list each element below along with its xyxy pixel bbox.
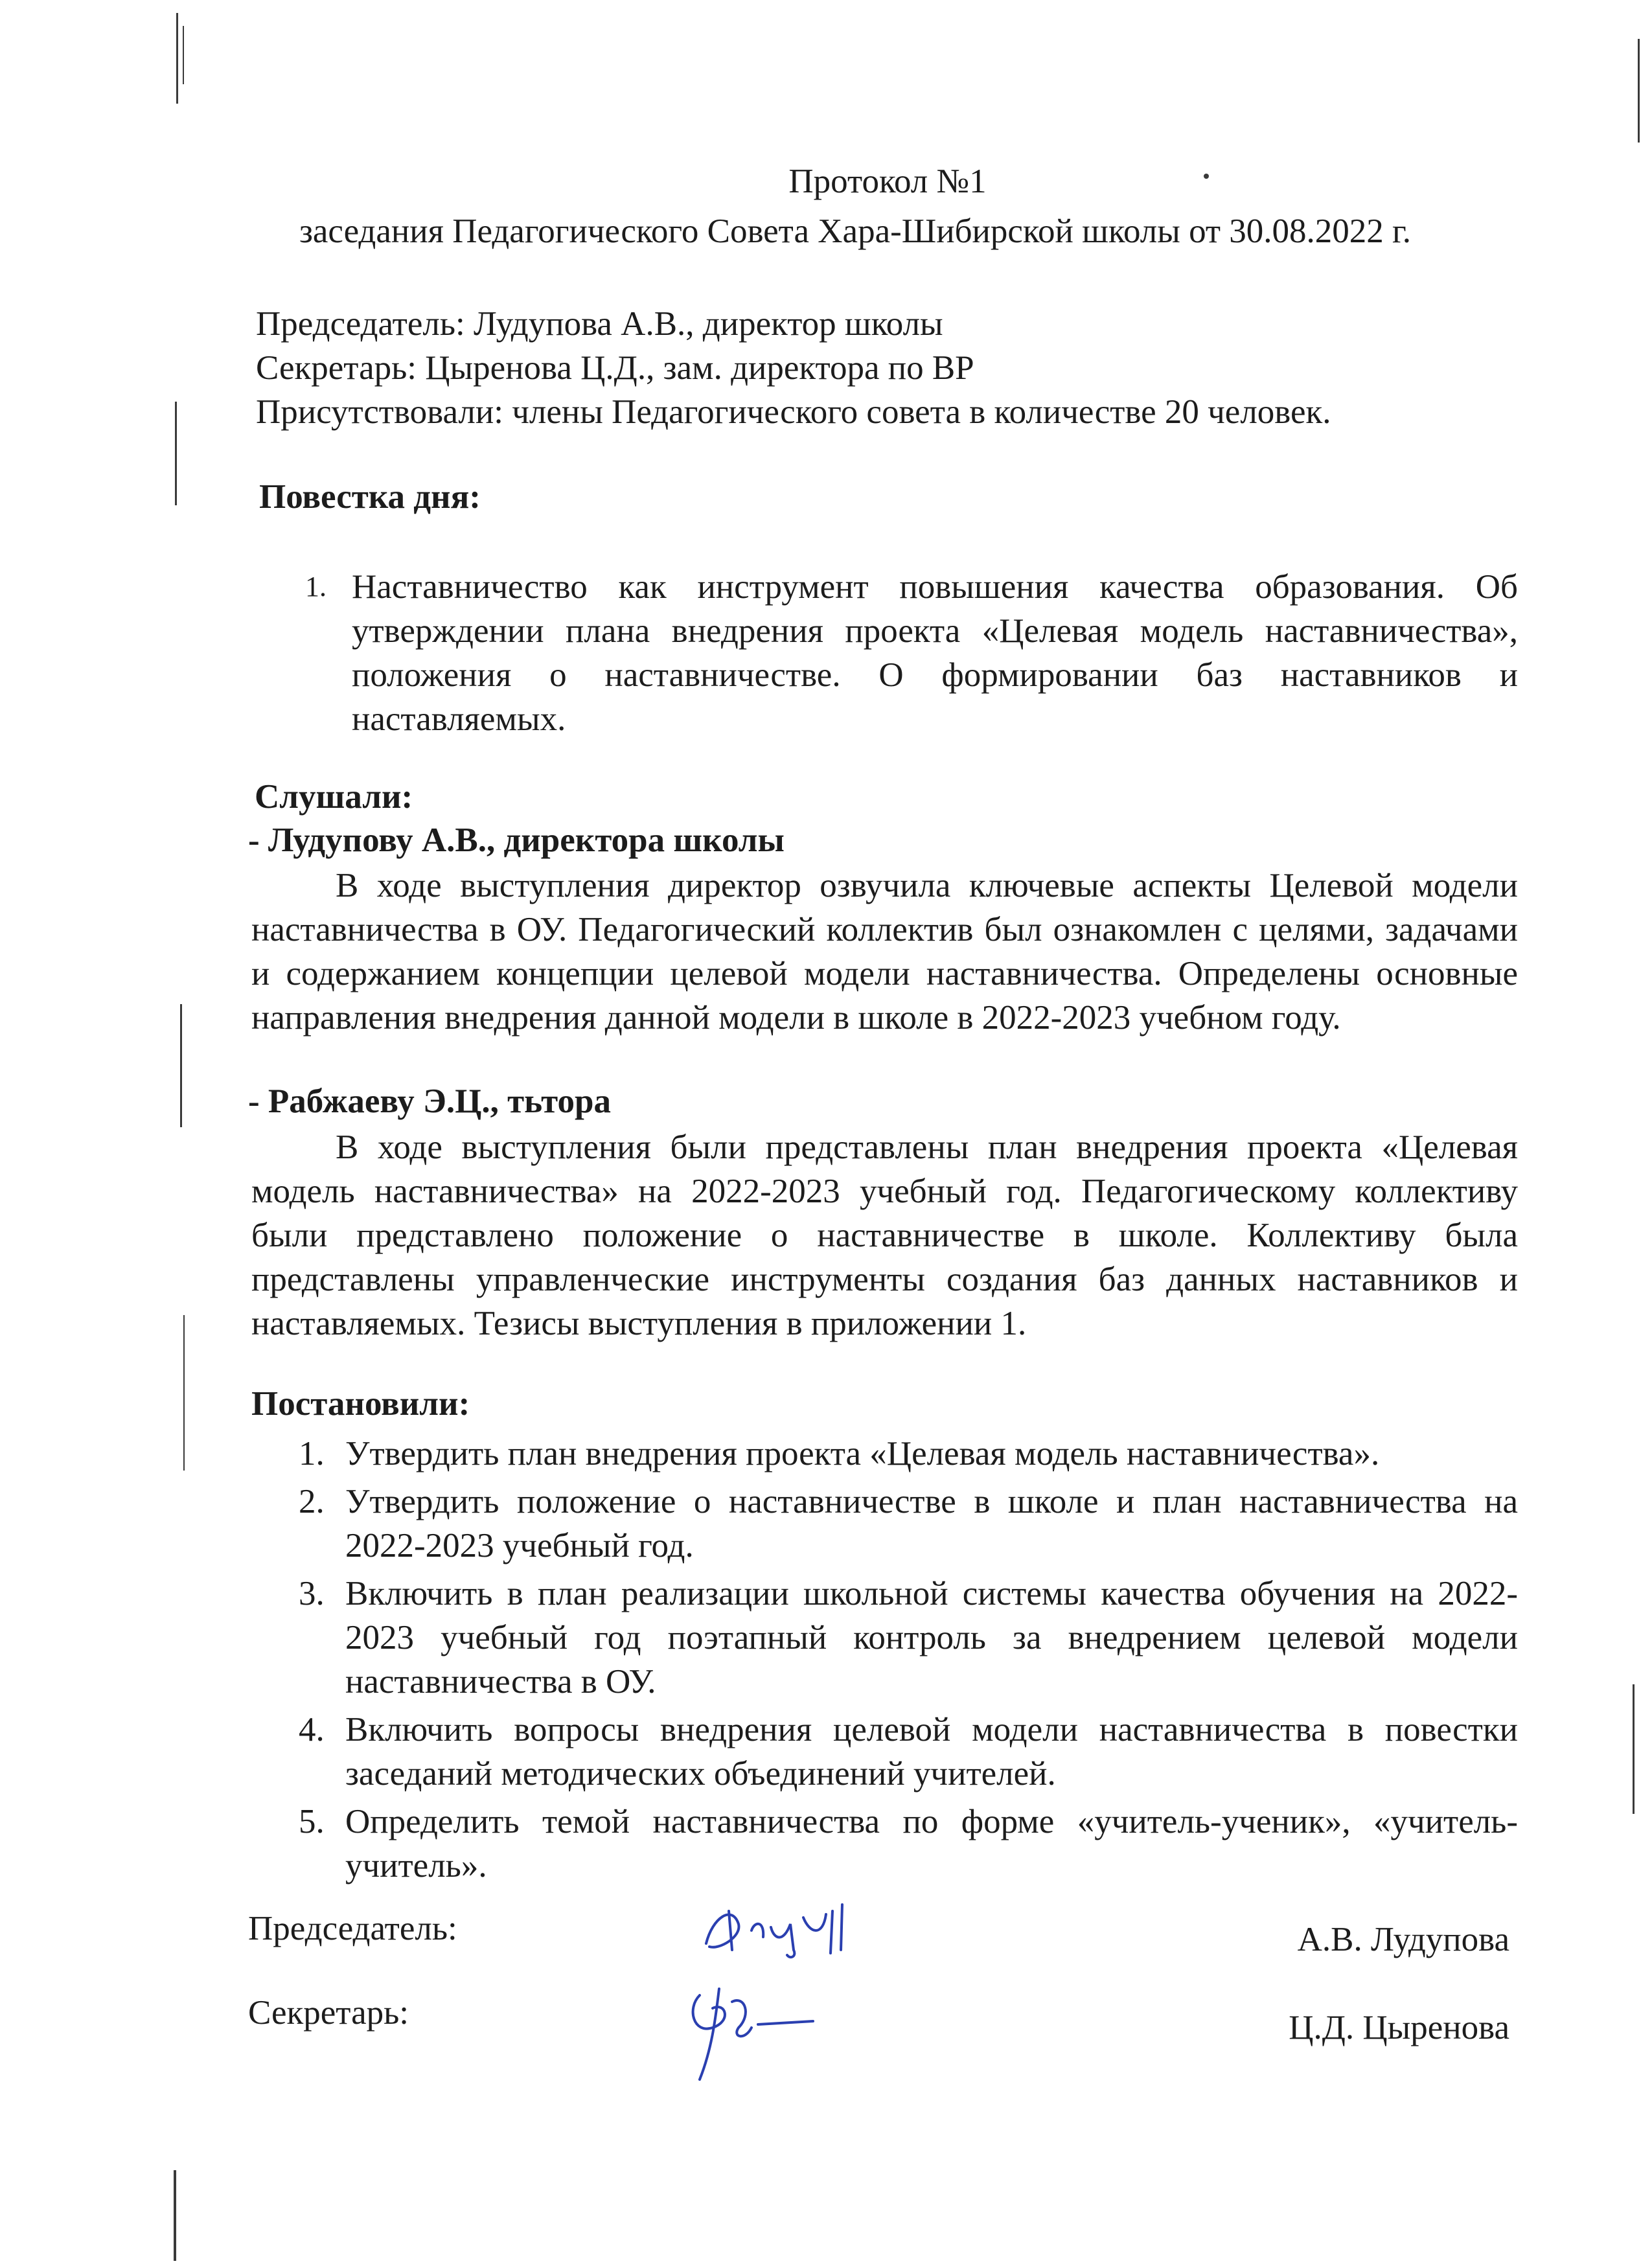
chair-signature-role: Председатель: <box>248 1910 457 1947</box>
speech-2 <box>251 1125 1518 1346</box>
agenda-item-text: Наставничество как инструмент повышения качества образования. Об утверждении плана внедрения проекта «Целевая модель наставничества», положения о наставничестве. О формировании баз наставников и наставляемых. <box>352 568 1518 738</box>
decision-text: Утвердить положение о наставничестве в школе и план наставничества на 2022-2023 учебный год. <box>345 1483 1518 1564</box>
decision-number: 1. <box>299 1435 325 1472</box>
agenda-item <box>305 565 1518 741</box>
decision-item <box>299 1432 1518 1476</box>
secretary-signature-name: Ц.Д. Цыренова <box>1289 2009 1509 2046</box>
decision-number: 4. <box>299 1711 325 1748</box>
document-title: Протокол №1 <box>788 163 987 200</box>
decision-item <box>299 1480 1518 1568</box>
secretary-signature-role: Секретарь: <box>248 1994 409 2032</box>
scan-artifact <box>183 26 184 84</box>
chair-handwritten-signature <box>693 1892 862 1963</box>
decision-item <box>299 1800 1518 1888</box>
speaker-1: - Лудупову А.В., директора школы <box>248 821 785 859</box>
decision-item <box>299 1572 1518 1704</box>
speech-1-text: В ходе выступления директор озвучила ключевые аспекты Целевой модели наставничества в ОУ. Педагогический коллектив был ознакомлен с целями, задачами и содержанием концепции целевой модели наставничества. Определены основные направления внедрения данной модели в школе в 2022-2023 учебном году. <box>251 867 1518 1037</box>
scan-artifact <box>180 1004 182 1127</box>
decision-text: Определить темой наставничества по форме «учитель-ученик», «учитель-учитель». <box>345 1803 1518 1884</box>
speech-2-text: В ходе выступления были представлены план внедрения проекта «Целевая модель наставничества» на 2022-2023 учебный год. Педагогическому коллективу были представлено положение о наставничестве в школе. Коллективу была представлены управленческие инструменты создания баз данных наставников и наставляемых. Тезисы выступления в приложении 1. <box>251 1128 1518 1342</box>
present-line: Присутствовали: члены Педагогического совета в количестве 20 человек. <box>256 393 1331 431</box>
document-subtitle: заседания Педагогического Совета Хара-Шибирской школы от 30.08.2022 г. <box>299 212 1412 250</box>
decisions-list <box>299 1432 1518 1892</box>
agenda-item-number: 1. <box>305 571 327 602</box>
scan-artifact <box>1633 1684 1635 1814</box>
speech-1 <box>251 864 1518 1040</box>
decided-heading: Постановили: <box>251 1385 470 1423</box>
scan-artifact <box>176 13 178 104</box>
decision-item <box>299 1708 1518 1796</box>
decision-text: Утвердить план внедрения проекта «Целевая модель наставничества». <box>345 1435 1380 1472</box>
heard-heading: Слушали: <box>255 778 413 816</box>
secretary-line: Секретарь: Цыренова Ц.Д., зам. директора по ВР <box>256 349 974 387</box>
scan-artifact <box>175 402 177 505</box>
decision-number: 5. <box>299 1803 325 1840</box>
secretary-handwritten-signature <box>674 1976 829 2086</box>
chair-line: Председатель: Лудупова А.В., директор школы <box>256 305 943 343</box>
speaker-2: - Рабжаеву Э.Ц., тьтора <box>248 1082 611 1120</box>
decision-number: 3. <box>299 1575 325 1612</box>
scan-artifact <box>174 2170 176 2261</box>
decision-text: Включить в план реализации школьной системы качества обучения на 2022-2023 учебный год поэтапный контроль за внедрением целевой модели наставничества в ОУ. <box>345 1575 1518 1701</box>
agenda-heading: Повестка дня: <box>259 478 481 516</box>
chair-signature-name: А.В. Лудупова <box>1297 1921 1509 1958</box>
agenda-list <box>305 565 1518 745</box>
scan-artifact <box>183 1315 185 1471</box>
decision-number: 2. <box>299 1483 325 1520</box>
scan-artifact <box>1638 39 1640 143</box>
decision-text: Включить вопросы внедрения целевой модели наставничества в повестки заседаний методических объединений учителей. <box>345 1711 1518 1793</box>
